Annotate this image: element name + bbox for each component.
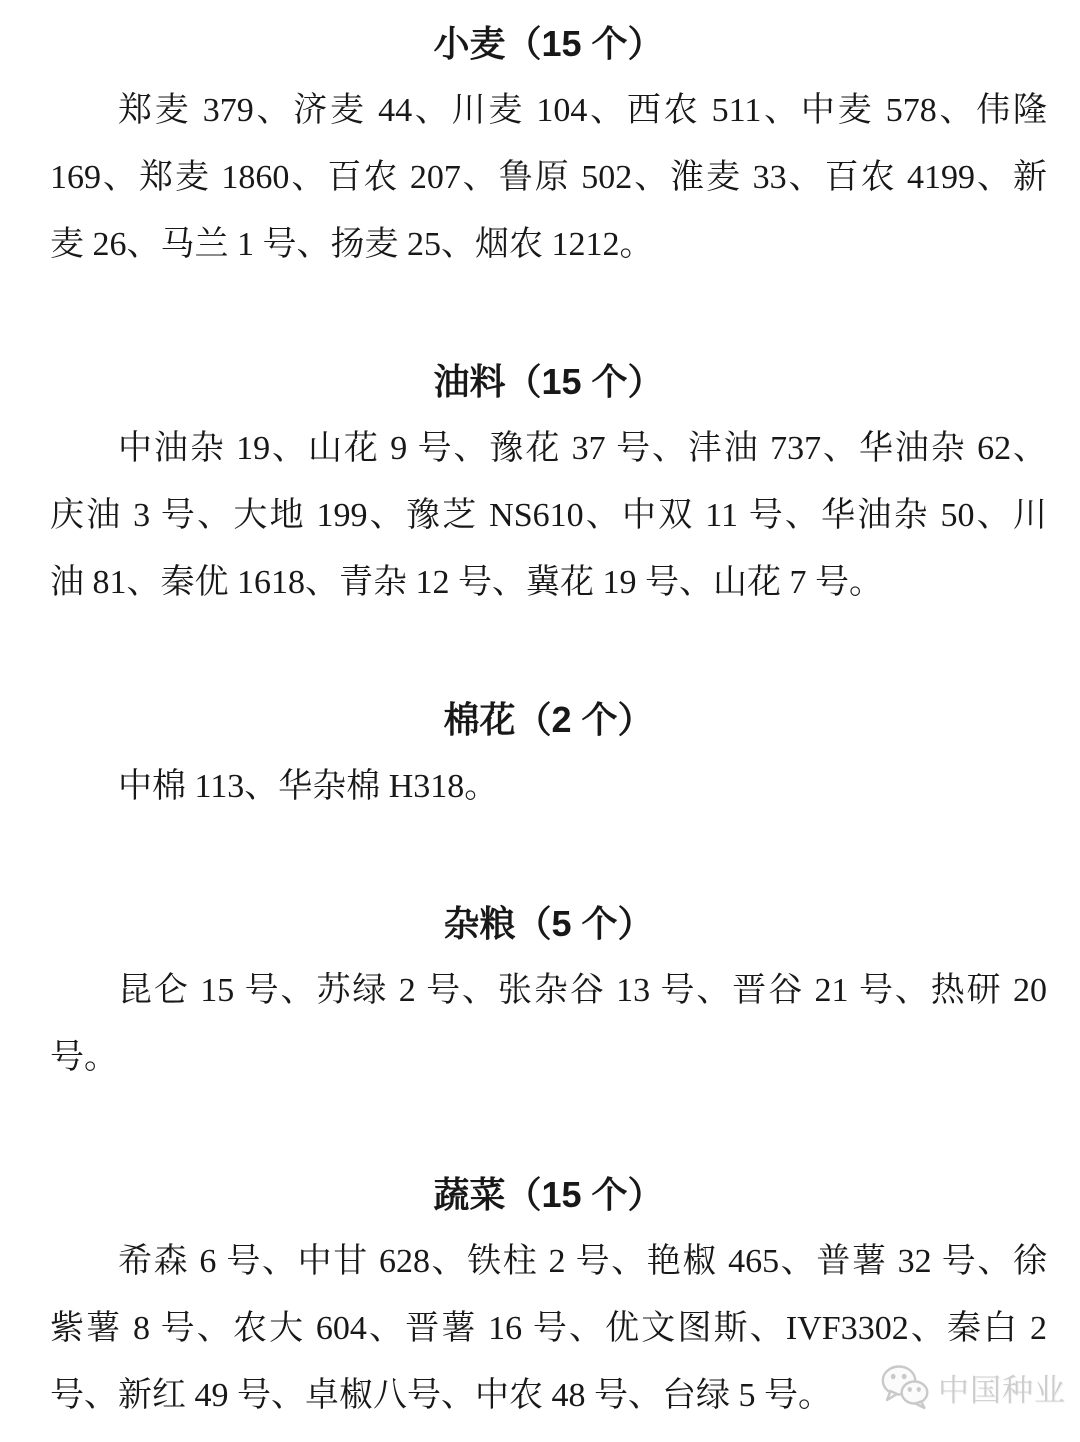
text-line: 号、新红 49 号、卓椒八号、中农 48 号、台绿 5 号。 bbox=[50, 1377, 832, 1414]
text-line: 希森 6 号、中甘 628、铁柱 2 号、艳椒 465、普薯 32 号、徐 bbox=[118, 1243, 1047, 1280]
text-line: 油 81、秦优 1618、青杂 12 号、冀花 19 号、山花 7 号。 bbox=[50, 564, 883, 601]
section-heading-cotton: 棉花（2 个） bbox=[443, 699, 654, 740]
section-misc-grains bbox=[50, 890, 1047, 1091]
wechat-icon bbox=[880, 1364, 930, 1410]
text-line: 号。 bbox=[50, 1039, 118, 1076]
section-cotton bbox=[50, 686, 1047, 820]
text-line: 昆仑 15 号、苏绿 2 号、张杂谷 13 号、晋谷 21 号、热研 20 bbox=[118, 972, 1047, 1009]
section-heading-oilseed: 油料（15 个） bbox=[433, 361, 664, 402]
section-heading-misc-grains: 杂粮（5 个） bbox=[443, 903, 654, 944]
text-line: 庆油 3 号、大地 199、豫芝 NS610、中双 11 号、华油杂 50、川 bbox=[50, 497, 1047, 534]
text-line: 郑麦 379、济麦 44、川麦 104、西农 511、中麦 578、伟隆 bbox=[118, 92, 1047, 129]
text-line: 中棉 113、华杂棉 H318。 bbox=[118, 768, 499, 805]
section-oilseed bbox=[50, 348, 1047, 616]
watermark-label: 中国种业 bbox=[938, 1372, 1066, 1408]
section-heading-vegetables: 蔬菜（15 个） bbox=[433, 1174, 664, 1215]
watermark bbox=[880, 1364, 1066, 1410]
text-line: 紫薯 8 号、农大 604、晋薯 16 号、优文图斯、IVF3302、秦白 2 bbox=[50, 1310, 1047, 1347]
text-line: 169、郑麦 1860、百农 207、鲁原 502、淮麦 33、百农 4199、新 bbox=[50, 159, 1047, 196]
text-line: 中油杂 19、山花 9 号、豫花 37 号、沣油 737、华油杂 62、 bbox=[118, 430, 1047, 467]
section-heading-wheat: 小麦（15 个） bbox=[433, 23, 664, 64]
section-wheat bbox=[50, 10, 1047, 278]
text-line: 麦 26、马兰 1 号、扬麦 25、烟农 1212。 bbox=[50, 226, 654, 263]
